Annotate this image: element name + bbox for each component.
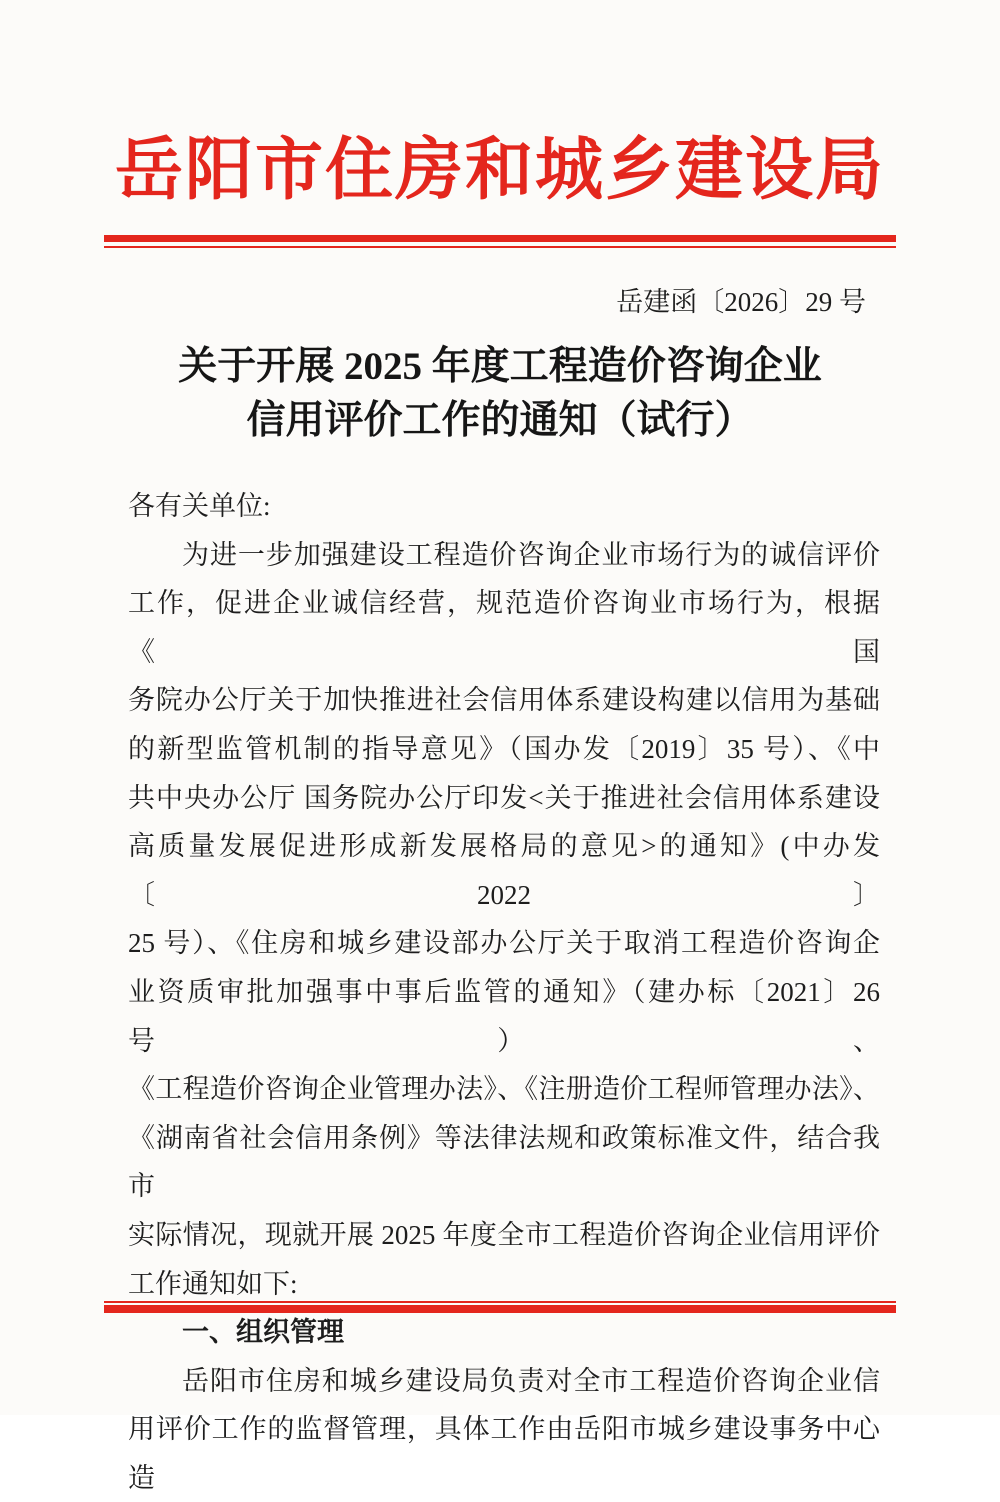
body-line: 工作通知如下: <box>128 1268 298 1299</box>
body-line: 25 号）、《住房和城乡建设部办公厅关于取消工程造价咨询企 <box>128 928 880 959</box>
salutation-line: 各有关单位: <box>128 491 271 521</box>
header-separator-thick <box>104 235 896 242</box>
body-line: 务院办公厅关于加快推进社会信用体系建设构建以信用为基础 <box>128 685 880 716</box>
body-line: 为进一步加强建设工程造价咨询企业市场行为的诚信评价 <box>182 539 880 570</box>
body-line: 实际情况，现就开展 2025 年度全市工程造价咨询企业信用评价 <box>128 1219 880 1250</box>
body-line: 业资质审批加强事中事后监管的通知》（建办标〔2021〕26 号）、 <box>128 976 880 1056</box>
doc-title-line2: 信用评价工作的通知（试行） <box>246 399 754 442</box>
body-line: 《工程造价咨询企业管理办法》、《注册造价工程师管理办法》、 <box>128 1074 880 1105</box>
body-line: 高质量发展促进形成新发展格局的意见>的通知》(中办发〔2022〕 <box>128 831 880 910</box>
header-separator-thin <box>104 246 896 248</box>
body-line: 岳阳市住房和城乡建设局负责对全市工程造价咨询企业信 <box>182 1365 880 1396</box>
doc-title-line1: 关于开展 2025 年度工程造价咨询企业 <box>178 345 822 388</box>
agency-letterhead: 岳阳市住房和城乡建设局 <box>114 132 885 208</box>
footer-separator-thin <box>104 1301 896 1303</box>
body-line: 《湖南省社会信用条例》等法律法规和政策标准文件，结合我市 <box>128 1122 880 1202</box>
doc-reference-number: 岳建函〔2026〕29 号 <box>616 287 866 317</box>
body-line: 的新型监管机制的指导意见》（国办发〔2019〕35 号）、《中 <box>128 733 880 764</box>
document-body <box>128 482 880 1502</box>
body-line: 共中央办公厅 国务院办公厅印发<关于推进社会信用体系建设 <box>128 782 880 813</box>
body-line: 工作，促进企业诚信经营，规范造价咨询业市场行为，根据《国 <box>128 588 880 667</box>
body-line: 用评价工作的监督管理，具体工作由岳阳市城乡建设事务中心造 <box>128 1414 880 1493</box>
footer-separator-thick <box>104 1305 896 1313</box>
doc-title <box>0 340 1000 448</box>
section-heading: 一、组织管理 <box>182 1317 344 1348</box>
